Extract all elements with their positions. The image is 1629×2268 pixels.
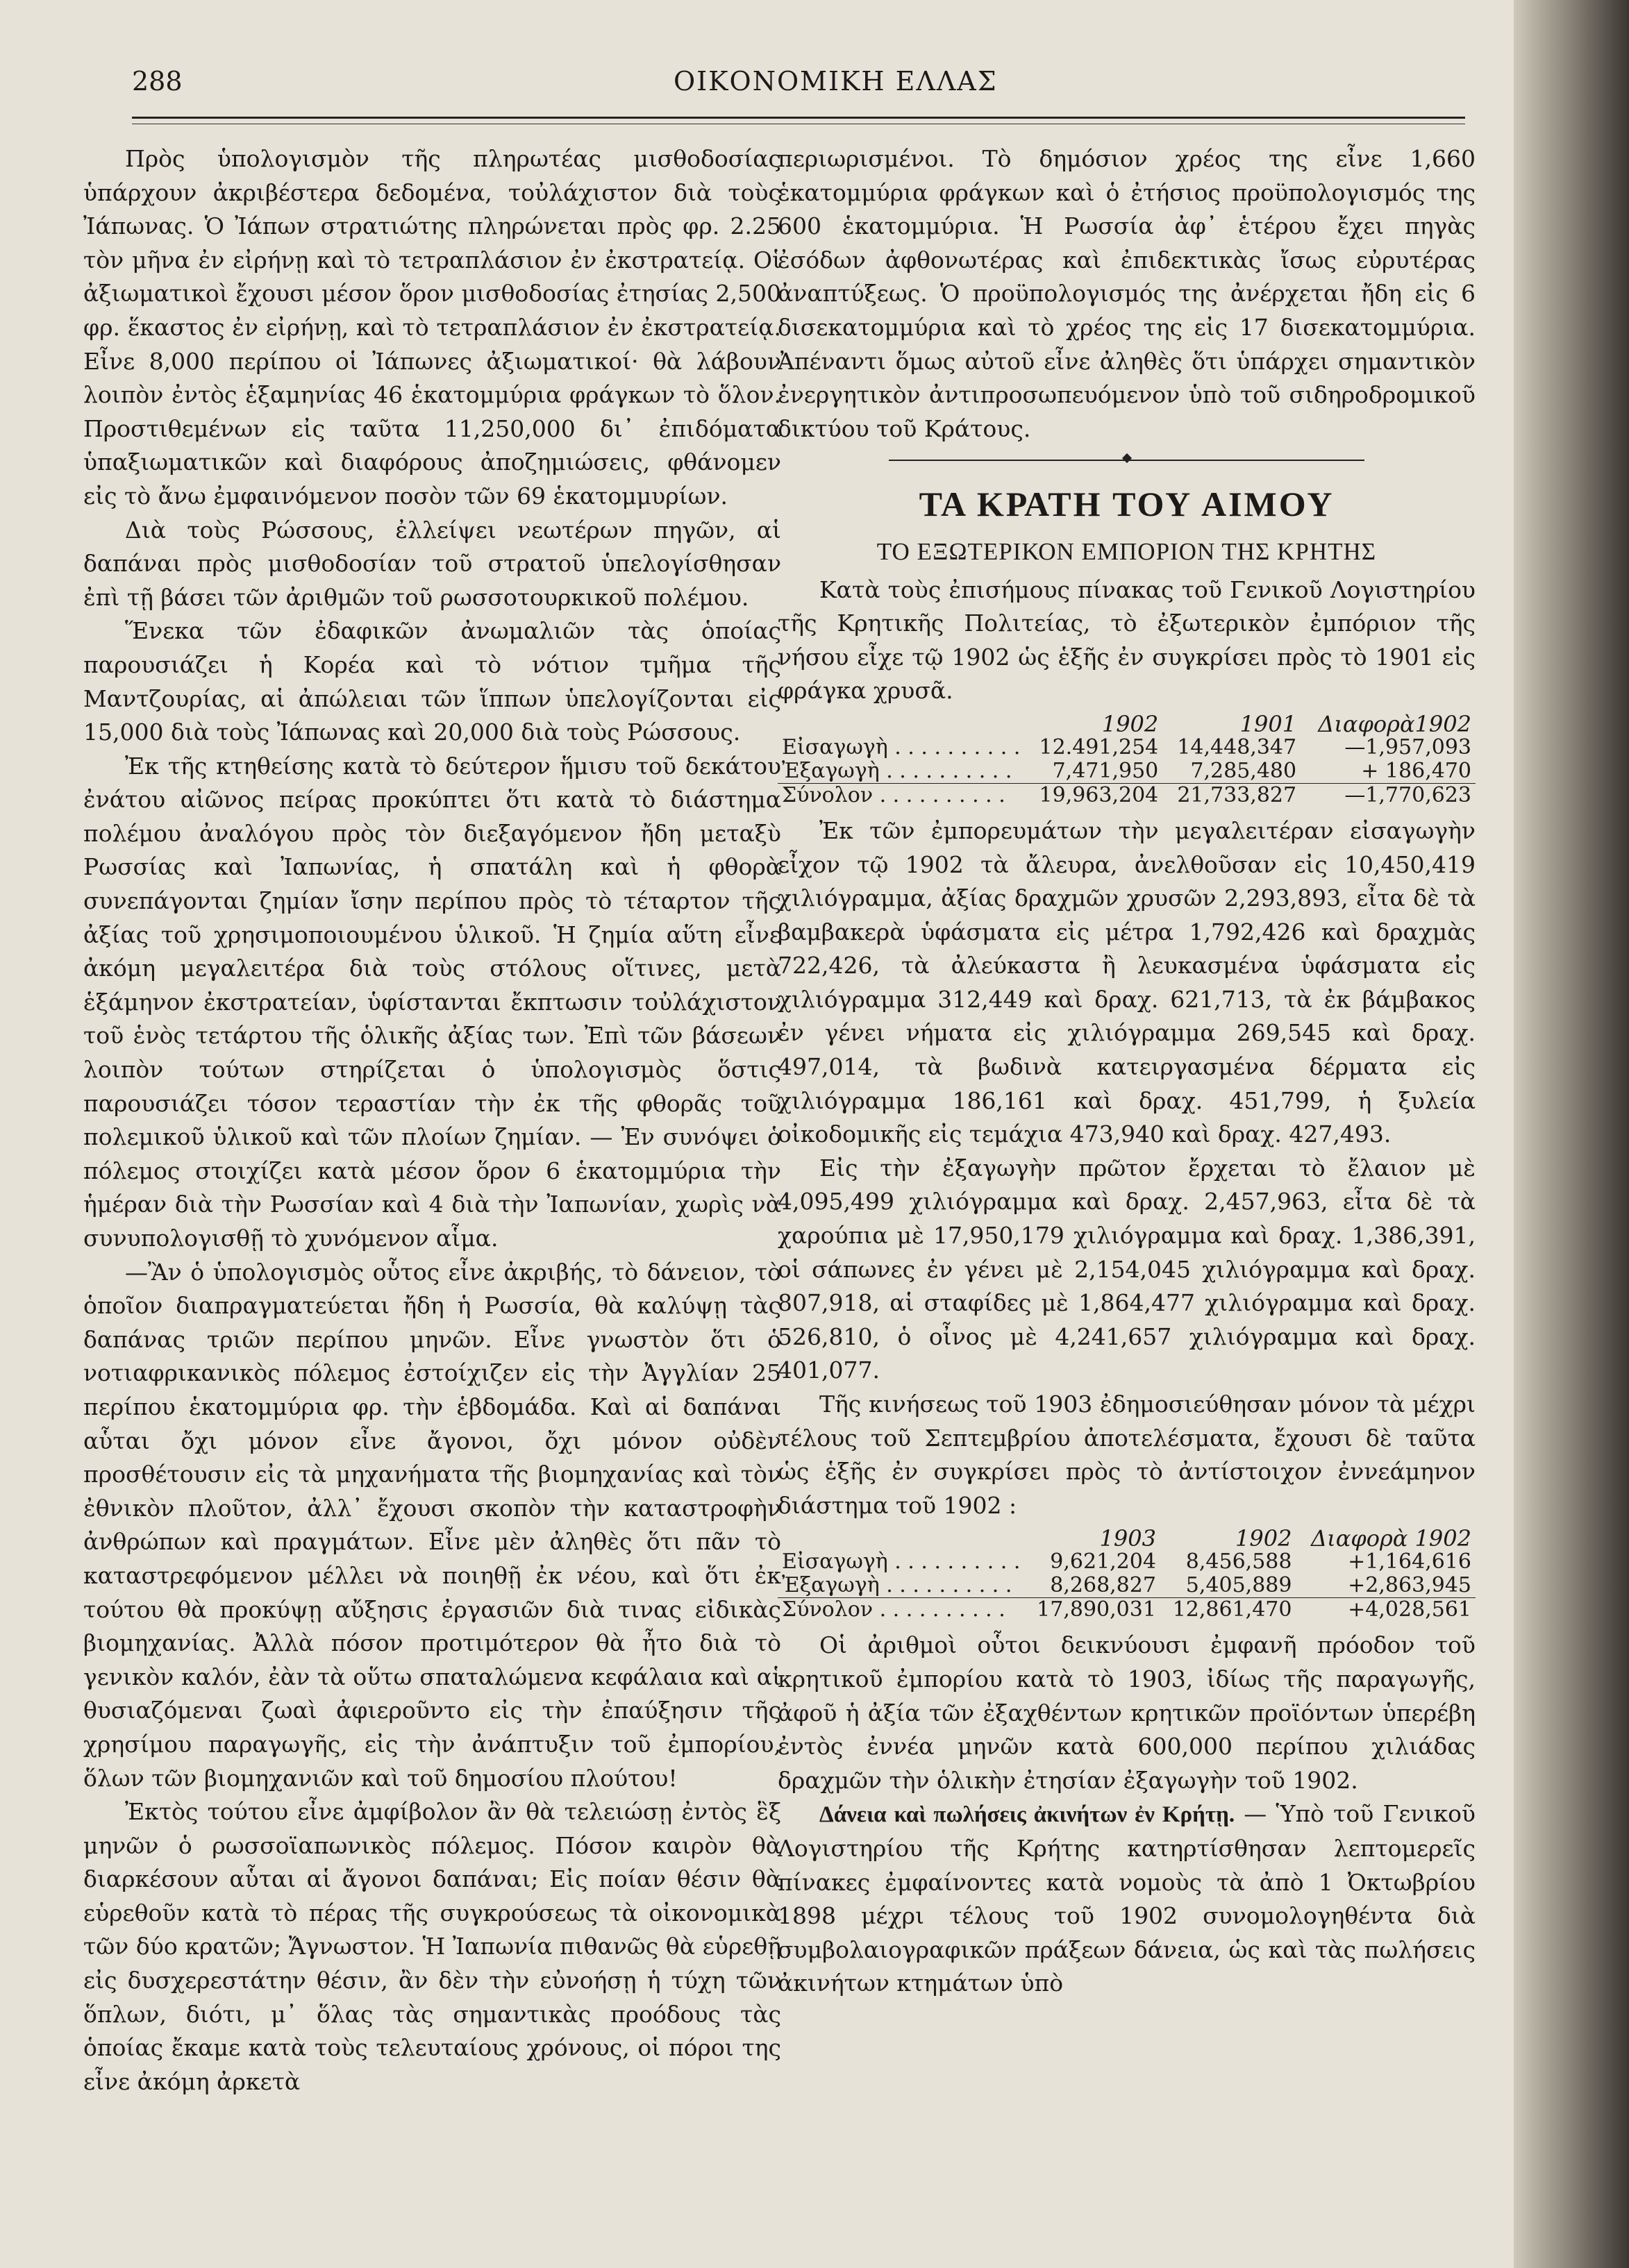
table-cell: Εἰσαγωγὴ . . . . . . . . . .: [782, 734, 1021, 759]
divider-ornament: [1121, 453, 1131, 463]
table-cell: 17,890,031: [1037, 1597, 1156, 1622]
table-row-total: [778, 1598, 1476, 1622]
table-cell: Ἐξαγωγὴ . . . . . . . . . .: [778, 1574, 1024, 1598]
right-column: [778, 142, 1476, 2001]
table-cell: +1,164,616: [1348, 1549, 1471, 1574]
header-rule-thick: [132, 117, 1465, 119]
table-header-cell: 1901: [1239, 710, 1297, 737]
table-cell: 21,733,827: [1177, 782, 1297, 807]
right-paragraph-7: [778, 1797, 1476, 2001]
table-cell: 19,963,204: [1039, 782, 1159, 807]
table-cell: 7,285,480: [1162, 759, 1301, 784]
right-paragraph-2: Κατὰ τοὺς ἐπισήμους πίνακας τοῦ Γενικοῦ Λογιστηρίου τῆς Κρητικῆς Πολιτείας, τὸ ἐξωτερικὸν ἐμπόριον τῆς νήσου εἶχε τῷ 1902 ὡς ἑξῆς ἐν συγκρίσει πρὸς τὸ 1901 εἰς φράγκα χρυσᾶ.: [778, 576, 1476, 705]
table-header-cell: 1902: [1101, 710, 1159, 737]
table-cell: + 186,470: [1301, 759, 1476, 784]
table-cell: —1,770,623: [1344, 782, 1471, 807]
right-paragraph-4: Εἰς τὴν ἐξαγωγὴν πρῶτον ἔρχεται τὸ ἔλαιον μὲ 4,095,499 χιλιόγραμμα καὶ δραχ. 2,457,963, εἶτα δὲ τὰ χαρούπια μὲ 17,950,179 χιλιόγραμμα καὶ δραχ. 1,386,391, οἱ σάπωνες ἐν γένει μὲ 2,154,045 χιλιόγραμμα καὶ δραχ. 807,918, αἱ σταφίδες μὲ 1,864,477 χιλιόγραμμα καὶ δραχ. 526,810, ὁ οἶνος μὲ 4,241,657 χιλιόγραμμα καὶ δραχ. 401,077.: [778, 1154, 1476, 1384]
left-paragraph-2: Διὰ τοὺς Ρώσσους, ἐλλείψει νεωτέρων πηγῶν, αἱ δαπάναι πρὸς μισθοδοσίαν τοῦ στρατοῦ ὑπελογίσθησαν ἐπὶ τῇ βάσει τῶν ἀριθμῶν τοῦ ρωσσοτουρκικοῦ πολέμου.: [83, 516, 781, 611]
section-divider: [778, 446, 1476, 473]
table-cell: 9,621,204: [1050, 1549, 1156, 1574]
table-header-cell: [778, 712, 1024, 736]
table-header-cell: Διαφορὰ 1902: [1311, 1525, 1471, 1552]
table-cell: 12,861,470: [1172, 1597, 1292, 1622]
left-paragraph-5: —Ἂν ὁ ὑπολογισμὸς οὗτος εἶνε ἀκριβής, τὸ δάνειον, τὸ ὁποῖον διαπραγματεύεται ἤδη ἡ Ρωσσία, θὰ καλύψῃ τὰς δαπάνας τριῶν περίπου μηνῶν. Εἶνε γνωστὸν ὅτι ὁ νοτιαφρικανικὸς πόλεμος ἐστοίχιζεν εἰς τὴν Ἀγγλίαν 25 περίπου ἑκατομμύρια φρ. τὴν ἑβδομάδα. Καὶ αἱ δαπάναι αὗται ὄχι μόνον εἶνε ἄγονοι, ὄχι μόνον οὐδὲν προσθέτουσιν εἰς τὰ μηχανήματα τῆς βιομηχανίας καὶ τὸν ἐθνικὸν πλοῦτον, ἀλλ᾽ ἔχουσι σκοπὸν τὴν καταστροφὴν ἀνθρώπων καὶ πραγμάτων. Εἶνε μὲν ἀληθὲς ὅτι πᾶν τὸ καταστρεφόμενον μέλλει νὰ ποιηθῇ ἐκ νέου, καὶ ὅτι ἐκ τούτου θὰ προκύψῃ αὔξησις ἐργασιῶν διὰ τινας εἰδικὰς βιομηχανίας. Ἀλλὰ πόσον προτιμότερον θὰ ἦτο διὰ τὸ γενικὸν καλόν, ἐὰν τὰ οὕτω σπαταλώμενα κεφάλαια καὶ αἱ θυσιαζόμεναι ζωαὶ ἀφιεροῦντο εἰς τὴν ἐπαύξησιν τῆς χρησίμου παραγωγῆς, εἰς τὴν ἀνάπτυξιν τοῦ ἐμπορίου, ὅλων τῶν βιομηχανιῶν καὶ τοῦ δημοσίου πλούτου!: [83, 1258, 781, 1792]
left-column: [83, 142, 781, 2099]
left-paragraph-6: Ἐκτὸς τούτου εἶνε ἀμφίβολον ἂν θὰ τελειώσῃ ἐντὸς ἓξ μηνῶν ὁ ρωσσοϊαπωνικὸς πόλεμος. Πόσον καιρὸν θὰ διαρκέσουν αὗται αἱ ἄγονοι δαπάναι; Εἰς ποίαν θέσιν θὰ εὑρεθοῦν κατὰ τὸ πέρας τῆς συγκρούσεως τὰ οἰκονομικὰ τῶν δύο κρατῶν; Ἄγνωστον. Ἡ Ἰαπωνία πιθανῶς θὰ εὑρεθῇ εἰς δυσχερεστάτην θέσιν, ἂν δὲν τὴν εὐνοήσῃ ἡ τύχη τῶν ὅπλων, διότι, μ᾽ ὅλας τὰς σημαντικὰς προόδους τὰς ὁποίας ἔκαμε κατὰ τοὺς τελευταίους χρόνους, οἱ πόροι της εἶνε ἀκόμη ἀρκετὰ: [83, 1798, 781, 2095]
table-cell: 14,448,347: [1177, 734, 1297, 759]
left-paragraph-3: Ἕνεκα τῶν ἐδαφικῶν ἀνωμαλιῶν τὰς ὁποίας παρουσιάζει ἡ Κορέα καὶ τὸ νότιον τμῆμα τῆς Μαντζουρίας, αἱ ἀπώλειαι τῶν ἵππων ὑπελογίζονται εἰς 15,000 διὰ τοὺς Ἰάπωνας καὶ 20,000 διὰ τοὺς Ρώσσους.: [83, 617, 781, 746]
table-cell: 8,456,588: [1185, 1549, 1292, 1574]
right-paragraph-5: Τῆς κινήσεως τοῦ 1903 ἐδημοσιεύθησαν μόνον τὰ μέχρι τέλους τοῦ Σεπτεμβρίου ἀποτελέσματα, ἔχουσι δὲ ταῦτα ὡς ἑξῆς ἐν συγκρίσει πρὸς τὸ ἀντίστοιχον ἐννεάμηνον διάστημα τοῦ 1902 :: [778, 1391, 1476, 1519]
trade-table-1902: [778, 712, 1476, 807]
table-cell: 12.491,254: [1039, 734, 1159, 759]
table-header-row: [778, 1527, 1476, 1550]
left-paragraph-1: Πρὸς ὑπολογισμὸν τῆς πληρωτέας μισθοδοσίας ὑπάρχουν ἀκριβέστερα δεδομένα, τοὐλάχιστον διὰ τοὺς Ἰάπωνας. Ὁ Ἰάπων στρατιώτης πληρώνεται πρὸς φρ. 2.25 τὸν μῆνα ἐν εἰρήνῃ καὶ τὸ τετραπλάσιον ἐν ἐκστρατείᾳ. Οἱ ἀξιωματικοὶ ἔχουσι μέσον ὅρον μισθοδοσίας ἐτησίας 2,500 φρ. ἕκαστος ἐν εἰρήνῃ, καὶ τὸ τετραπλάσιον ἐν ἐκστρατείᾳ. Εἶνε 8,000 περίπου οἱ Ἰάπωνες ἀξιωματικοί· θὰ λάβουν λοιπὸν ἐντὸς ἑξαμηνίας 46 ἑκατομμύρια φράγκων τὸ ὅλον. Προστιθεμένων εἰς ταῦτα 11,250,000 δι᾽ ἐπιδόματα ὑπαξιωματικῶν καὶ διαφόρους ἀποζημιώσεις, φθάνομεν εἰς τὸ ἄνω ἐμφαινόμενον ποσὸν τῶν 69 ἑκατομμυρίων.: [83, 145, 781, 510]
table-header-cell: 1902: [1235, 1525, 1292, 1552]
right-paragraph-1: περιωρισμένοι. Τὸ δημόσιον χρέος της εἶνε 1,660 ἑκατομμύρια φράγκων καὶ ὁ ἐτήσιος προϋπολογισμός της 600 ἑκατομμύρια. Ἡ Ρωσσία ἀφ᾽ ἑτέρου ἔχει πηγὰς ἐσόδων ἀφθονωτέρας καὶ ἐπιδεκτικὰς ἴσως εὐρυτέρας ἀναπτύξεως. Ὁ προϋπολογισμός της ἀνέρχεται ἤδη εἰς 6 δισεκατομμύρια καὶ τὸ χρέος της εἰς 17 δισεκατομμύρια. Ἀπέναντι ὅμως αὐτοῦ εἶνε ἀληθὲς ὅτι ὑπάρχει σημαντικὸν ἐνεργητικὸν ἀντιπροσωπευόμενον ὑπὸ τοῦ σιδηροδρομικοῦ δικτύου τοῦ Κράτους.: [778, 145, 1476, 442]
table-header-row: [778, 712, 1476, 736]
table-header-cell: [778, 1527, 1024, 1550]
table-cell: 5,405,889: [1160, 1574, 1296, 1598]
trade-table-1903: [778, 1527, 1476, 1622]
left-paragraph-4: Ἐκ τῆς κτηθείσης κατὰ τὸ δεύτερον ἥμισυ τοῦ δεκάτου ἐνάτου αἰῶνος πείρας προκύπτει ὅτι κατὰ τὸ διάστημα πολέμου ἀναλόγου πρὸς τὸν διεξαγόμενον ἤδη μεταξὺ Ρωσσίας καὶ Ἰαπωνίας, ἡ σπατάλη καὶ ἡ φθορὰ συνεπάγονται ζημίαν ἴσην περίπου πρὸς τὸ τέταρτον τῆς ἀξίας τοῦ χρησιμοποιουμένου ὑλικοῦ. Ἡ ζημία αὕτη εἶνε ἀκόμη μεγαλειτέρα διὰ τοὺς στόλους οἵτινες, μετὰ ἑξάμηνον ἐκστρατείαν, ὑφίστανται ἔκπτωσιν τοὐλάχιστον τοῦ ἑνὸς τετάρτου τῆς ὁλικῆς ἀξίας των. Ἐπὶ τῶν βάσεων λοιπὸν τούτων στηρίζεται ὁ ὑπολογισμὸς ὅστις παρουσιάζει τόσον τεραστίαν τὴν ἐκ τῆς φθορᾶς τοῦ πολεμικοῦ ὑλικοῦ καὶ τῶν πλοίων ζημίαν. — Ἐν συνόψει ὁ πόλεμος στοιχίζει κατὰ μέσον ὅρον 6 ἑκατομμύρια τὴν ἡμέραν διὰ τὴν Ρωσσίαν καὶ 4 διὰ τὴν Ἰαπωνίαν, χωρὶς νὰ συνυπολογισθῇ τὸ χυνόμενον αἷμα.: [83, 752, 781, 1252]
section-title: ΤΑ ΚΡΑΤΗ ΤΟΥ ΑΙΜΟΥ: [919, 485, 1335, 524]
table-header-cell: Διαφορὰ1902: [1318, 710, 1471, 737]
table-cell: Σύνολον . . . . . . . . . .: [782, 1597, 1005, 1622]
table-cell: Εἰσαγωγὴ . . . . . . . . . .: [782, 1549, 1021, 1574]
book-gutter-shadow: [1514, 0, 1629, 2268]
right-paragraph-3: Ἐκ τῶν ἐμπορευμάτων τὴν μεγαλειτέραν εἰσαγωγὴν εἶχον τῷ 1902 τὰ ἄλευρα, ἀνελθοῦσαν εἰς 10,450,419 χιλιόγραμμα, ἀξίας δραχμῶν χρυσῶν 2,293,893, εἶτα δὲ τὰ βαμβακερὰ ὑφάσματα εἰς μέτρα 1,792,426 καὶ δραχμὰς 722,426, τὰ ἀλεύκαστα ἢ λευκασμένα ὑφάσματα εἰς χιλιόγραμμα 312,449 καὶ δραχ. 621,713, τὰ ἐκ βάμβακος ἐν γένει νήματα εἰς χιλιόγραμμα 269,545 καὶ δραχ. 497,014, τὰ βωδινὰ κατειργασμένα δέρματα εἰς χιλιόγραμμα 186,161 καὶ δραχ. 451,799, ἡ ξυλεία οἰκοδομικῆς εἰς τεμάχια 473,940 καὶ δραχ. 427,493.: [778, 816, 1476, 1148]
article-title: ΤΟ ΕΞΩΤΕΡΙΚΟΝ ΕΜΠΟΡΙΟΝ ΤΗΣ ΚΡΗΤΗΣ: [876, 537, 1377, 565]
table-row: [778, 1574, 1476, 1598]
table-row: [778, 1550, 1476, 1574]
table-cell: Σύνολον . . . . . . . . . .: [782, 782, 1005, 807]
paragraph-run-in-heading: Δάνεια καὶ πωλήσεις ἀκινήτων ἐν Κρήτῃ.: [819, 1802, 1235, 1828]
table-cell: Ἐξαγωγὴ . . . . . . . . . .: [778, 759, 1024, 784]
table-row: [778, 759, 1476, 784]
table-cell: +2,863,945: [1296, 1574, 1476, 1598]
table-header-cell: 1903: [1099, 1525, 1156, 1552]
page-header: [132, 66, 1451, 108]
table-cell: —1,957,093: [1344, 734, 1471, 759]
table-cell: +4,028,561: [1348, 1597, 1471, 1622]
paragraph-body: — Ὑπὸ τοῦ Γενικοῦ Λογιστηρίου τῆς Κρήτης κατηρτίσθησαν λεπτομερεῖς πίνακες ἐμφαίνοντες κατὰ νομοὺς τὰ ἀπὸ 1 Ὀκτωβρίου 1898 μέχρι τέλους τοῦ 1902 συνομολογηθέντα διὰ συμβολαιογραφικῶν πράξεων δάνεια, ὡς καὶ τὰς πωλήσεις ἀκινήτων κτημάτων ὑπὸ: [778, 1800, 1476, 1997]
table-row: [778, 736, 1476, 759]
table-cell: 7,471,950: [1024, 759, 1162, 784]
table-cell: 8,268,827: [1024, 1574, 1160, 1598]
right-paragraph-6: Οἱ ἀριθμοὶ οὗτοι δεικνύουσι ἐμφανῆ πρόοδον τοῦ κρητικοῦ ἐμπορίου κατὰ τὸ 1903, ἰδίως τῆς παραγωγῆς, ἀφοῦ ἡ ἀξία τῶν ἐξαχθέντων κρητικῶν προϊόντων ὑπερέβη ἐντὸς ἐννέα μηνῶν κατὰ 600,000 περίπου χιλιάδας δραχμῶν τὴν ὁλικὴν ἐτησίαν ἐξαγωγὴν τοῦ 1902.: [778, 1631, 1476, 1794]
running-title: ΟΙΚΟΝΟΜΙΚΗ ΕΛΛΑΣ: [674, 66, 998, 96]
page-number: 288: [132, 66, 183, 96]
table-row-total: [778, 783, 1476, 807]
